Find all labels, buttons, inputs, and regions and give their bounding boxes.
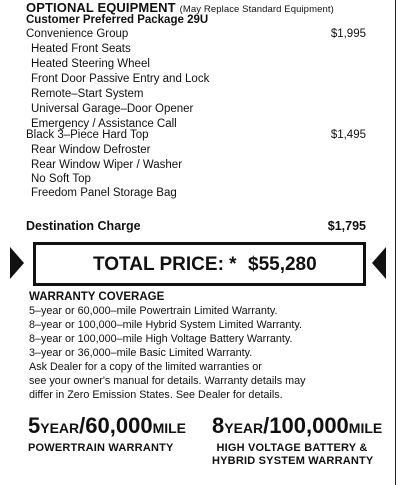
badge-mile-word: MILE: [348, 420, 383, 436]
optional-equipment-title: OPTIONAL EQUIPMENT: [26, 0, 176, 15]
badge-mile-word: MILE: [152, 420, 187, 436]
option-item: Front Door Passive Entry and Lock: [31, 73, 210, 85]
package-name: Customer Preferred Package 29U: [26, 14, 209, 26]
section-note: (May Replace Standard Equipment): [179, 4, 334, 15]
option-item: Universal Garage–Door Opener: [31, 103, 194, 115]
destination-label: Destination Charge: [26, 219, 141, 233]
option-item: Remote–Start System: [31, 88, 144, 100]
option-item: No Soft Top: [31, 173, 91, 185]
warranty-line: 8–year or 100,000–mile Hybrid System Limited Warranty.: [29, 319, 303, 331]
option-item: Freedom Panel Storage Bag: [31, 187, 177, 199]
option-hard-top: Black 3–Piece Hard Top: [26, 129, 149, 141]
warranty-line: Ask Dealer for a copy of the limited warranties or: [29, 361, 262, 373]
option-item: Heated Steering Wheel: [31, 58, 150, 70]
warranty-title: WARRANTY COVERAGE: [29, 291, 165, 303]
warranty-line: 3–year or 36,000–mile Basic Limited Warranty.: [29, 347, 253, 359]
warranty-line: 5–year or 60,000–mile Powertrain Limited Warranty.: [29, 305, 278, 317]
warranty-line: see your owner's manual for details. Warranty details may: [29, 375, 306, 387]
badge-miles: /100,000: [263, 413, 349, 438]
option-price: $1,995: [330, 28, 366, 40]
badge-year-word: YEAR: [224, 420, 264, 436]
total-price-label: TOTAL PRICE: *: [93, 254, 237, 275]
option-item: Emergency / Assistance Call: [31, 118, 177, 130]
option-item: Rear Window Defroster: [31, 144, 151, 156]
right-arrow-icon: [372, 247, 386, 279]
option-price: $1,495: [330, 129, 366, 141]
badge-year-word: YEAR: [40, 420, 80, 436]
battery-warranty-badge: [212, 413, 382, 439]
section-title: [26, 0, 334, 15]
total-price-value: $55,280: [248, 254, 317, 275]
option-item: Heated Front Seats: [31, 43, 131, 55]
badge-caption: HIGH VOLTAGE BATTERY &: [216, 442, 368, 454]
badge-years: 8: [212, 413, 225, 438]
powertrain-warranty-badge: [28, 413, 186, 439]
option-convenience-group: Convenience Group: [26, 28, 129, 40]
badge-caption: HYBRID SYSTEM WARRANTY: [212, 455, 374, 467]
badge-miles: /60,000: [79, 413, 153, 438]
option-item: Rear Window Wiper / Washer: [31, 159, 183, 171]
badge-caption: POWERTRAIN WARRANTY: [28, 442, 174, 454]
total-price-box: [33, 242, 366, 286]
warranty-line: 8–year or 100,000–mile High Voltage Battery Warranty.: [29, 333, 293, 345]
badge-years: 5: [28, 413, 41, 438]
destination-price: $1,795: [327, 219, 366, 233]
left-arrow-icon: [10, 247, 24, 279]
warranty-line: differ in Zero Emission States. See Dealer for details.: [29, 389, 283, 401]
